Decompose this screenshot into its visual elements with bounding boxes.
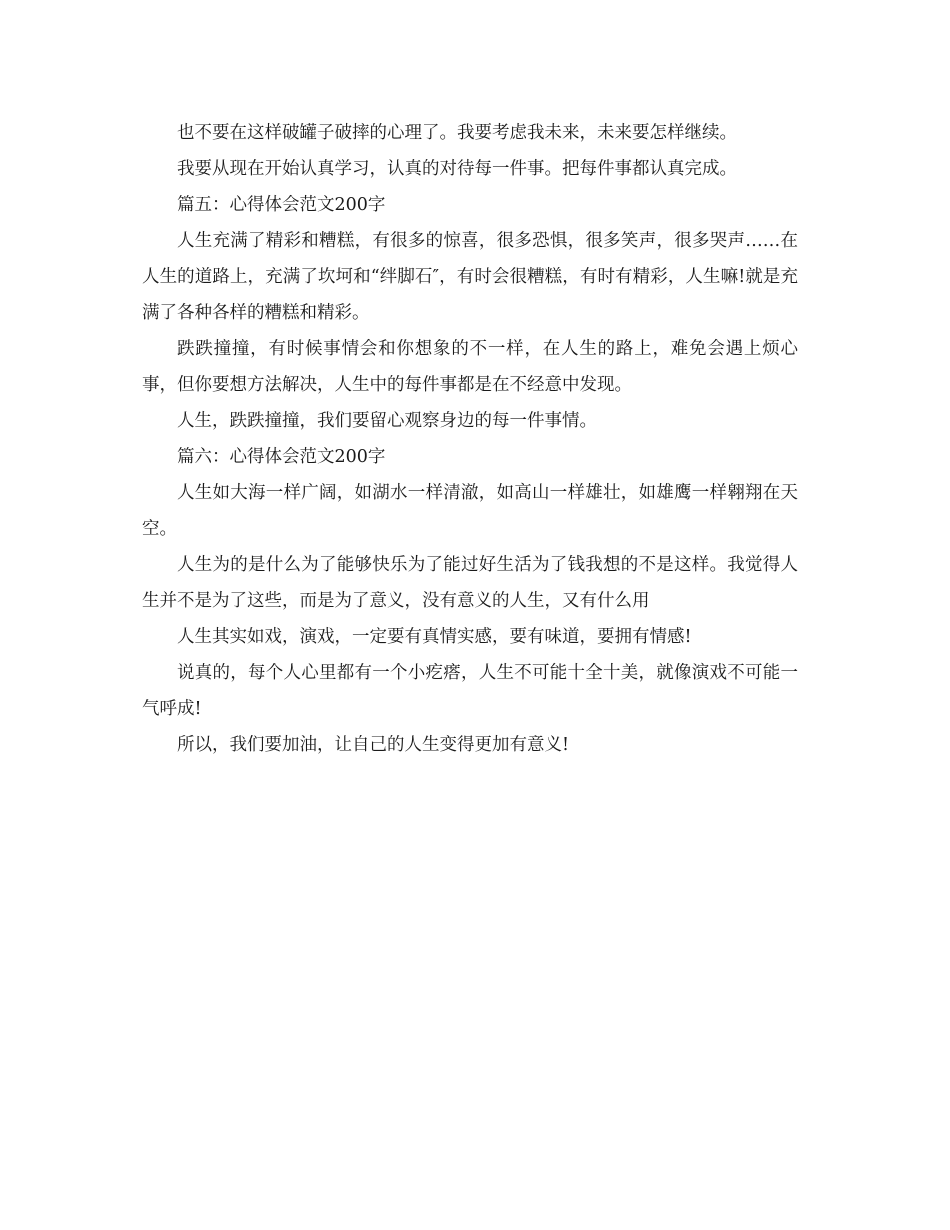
paragraph: 也不要在这样破罐子破摔的心理了。我要考虑我未来，未来要怎样继续。	[177, 123, 737, 143]
paragraph: 人生为的是什么为了能够快乐为了能过好生活为了钱我想的不是这样。我觉得人生并不是为了这些，而是为了意义，没有意义的人生，又有什么用	[142, 555, 798, 611]
paragraph: 人生其实如戏，演戏，一定要有真情实感，要有味道，要拥有情感!	[177, 627, 692, 647]
paragraph: 我要从现在开始认真学习，认真的对待每一件事。把每件事都认真完成。	[177, 159, 737, 179]
paragraph: 跌跌撞撞，有时候事情会和你想象的不一样，在人生的路上，难免会遇上烦心事，但你要想方法解决，人生中的每件事都是在不经意中发现。	[142, 339, 798, 395]
paragraph: 人生，跌跌撞撞，我们要留心观察身边的每一件事情。	[177, 411, 597, 431]
paragraph: 说真的，每个人心里都有一个小疙瘩，人生不可能十全十美，就像演戏不可能一气呼成!	[142, 663, 798, 719]
paragraph: 人生如大海一样广阔，如湖水一样清澈，如高山一样雄壮，如雄鹰一样翱翔在天空。	[142, 483, 798, 539]
paragraph: 所以，我们要加油，让自己的人生变得更加有意义!	[177, 735, 570, 755]
paragraph: 人生充满了精彩和糟糕，有很多的惊喜，很多恐惧，很多笑声，很多哭声……在人生的道路上，充满了坎坷和“绊脚石″，有时会很糟糕，有时有精彩，人生嘛!就是充满了各种各样的糟糕和精彩。	[142, 231, 798, 323]
document-body	[142, 115, 798, 763]
section-heading: 篇五：心得体会范文200字	[177, 195, 386, 215]
section-heading: 篇六：心得体会范文200字	[177, 447, 386, 467]
